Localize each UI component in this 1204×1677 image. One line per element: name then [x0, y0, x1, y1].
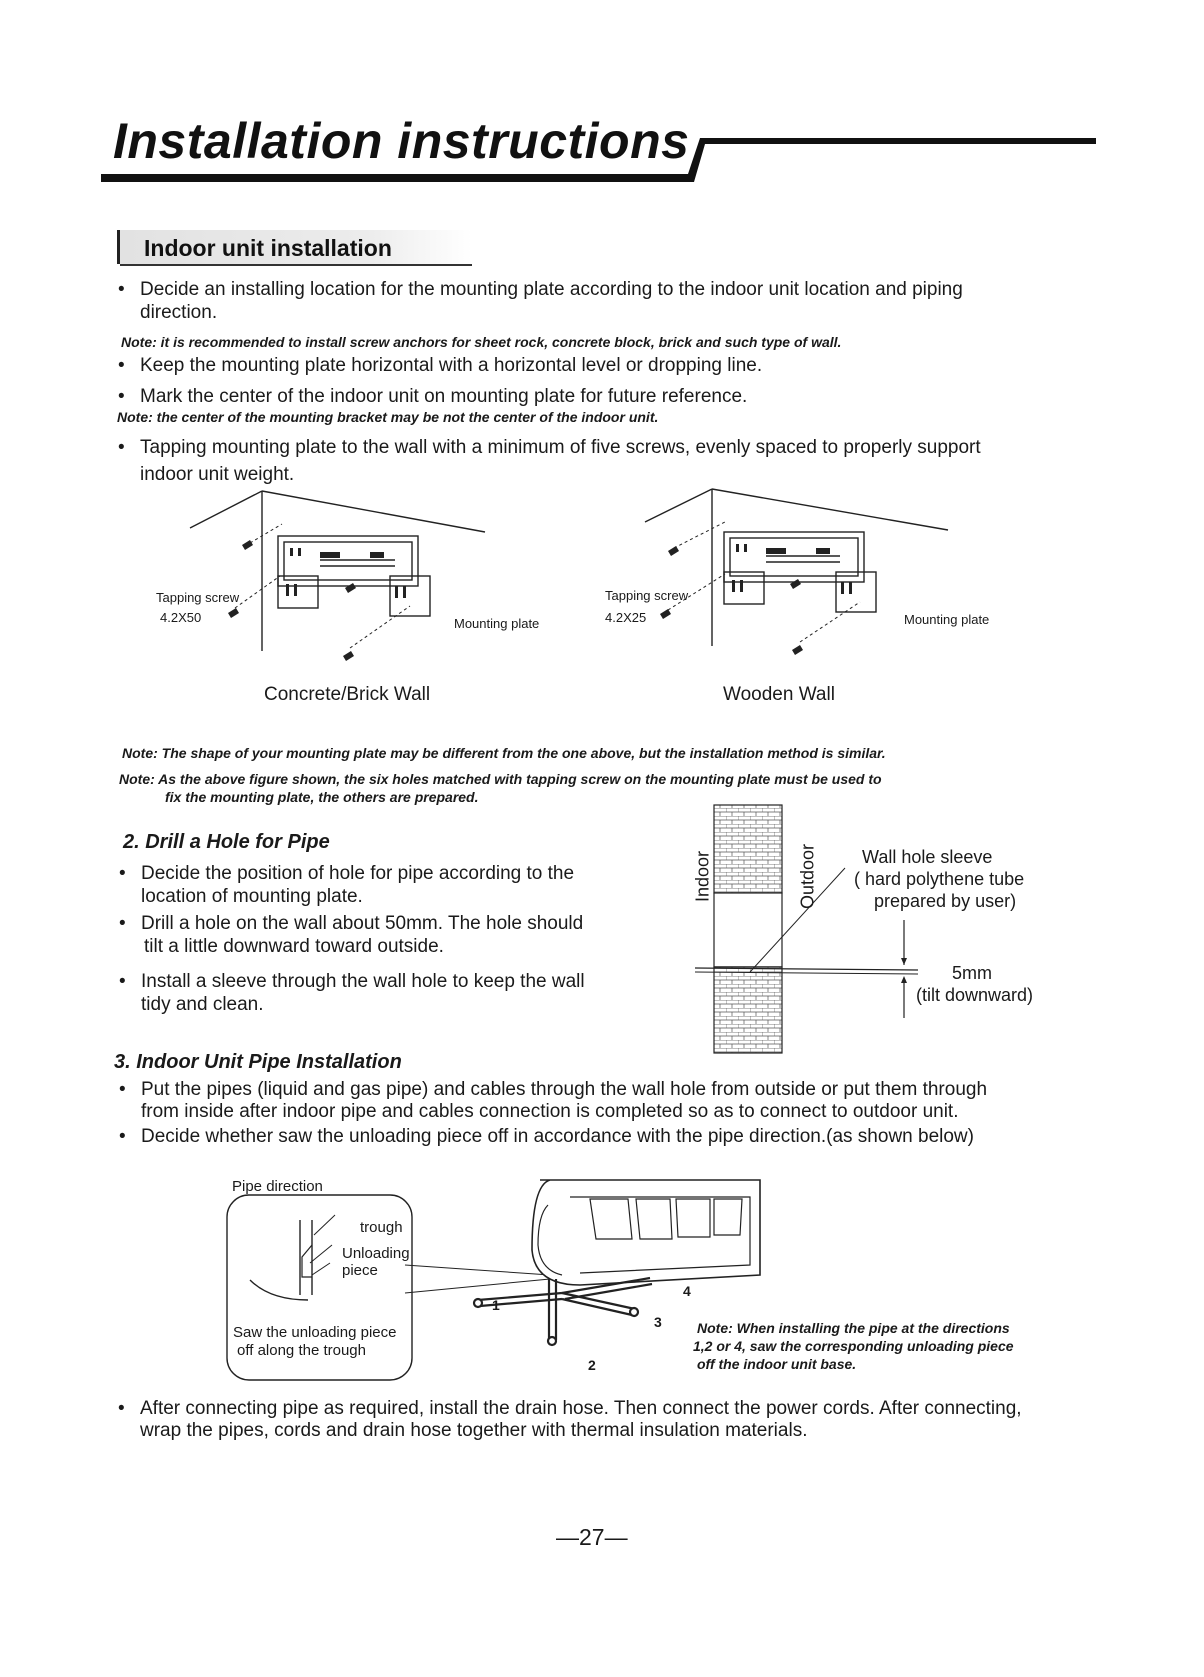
- text-line: Unloading: [342, 1245, 410, 1262]
- bullet-dot: •: [118, 355, 125, 376]
- bullet-dot: •: [119, 913, 126, 934]
- note-pipe-direction: [693, 1319, 1014, 1373]
- bullet-location: [118, 278, 963, 324]
- bullet-dot: •: [118, 1398, 125, 1419]
- wooden-wall-caption: Wooden Wall: [723, 684, 835, 705]
- text-line: Drill a hole on the wall about 50mm. The hole should: [141, 913, 584, 934]
- bullet-pipes-through: [119, 1079, 988, 1123]
- bullet-dot: •: [119, 1126, 126, 1147]
- indoor-label-wrap: [690, 848, 716, 908]
- text-line: Install a sleeve through the wall hole to keep the wall: [141, 971, 585, 992]
- text-line: Note: When installing the pipe at the directions: [697, 1320, 1010, 1336]
- concrete-wall-caption: Concrete/Brick Wall: [264, 684, 431, 705]
- tapping-screw-label: Tapping screw: [605, 588, 689, 603]
- text-line: piece: [342, 1262, 378, 1279]
- note-plate-shape: Note: The shape of your mounting plate may be different from the one above, but the installation method is similar.: [122, 745, 886, 761]
- text-line: Decide an installing location for the mounting plate according to the indoor unit location and piping: [140, 279, 963, 300]
- text-line: Keep the mounting plate horizontal with a horizontal level or dropping line.: [140, 355, 763, 376]
- subsection-title-drill: 2. Drill a Hole for Pipe: [123, 831, 330, 853]
- text-line: off the indoor unit base.: [697, 1356, 857, 1372]
- note-screw-anchors: Note: it is recommended to install screw anchors for sheet rock, concrete block, brick and such type of wall.: [121, 334, 842, 350]
- text-line: Mark the center of the indoor unit on mounting plate for future reference.: [140, 386, 748, 407]
- text-line: prepared by user): [874, 891, 1017, 911]
- text-line: indoor unit weight.: [140, 464, 295, 485]
- bullet-dot: •: [118, 279, 125, 300]
- outdoor-label-wrap: [795, 843, 821, 910]
- pipe-direction-label: Pipe direction: [232, 1178, 323, 1195]
- text-line: After connecting pipe as required, install the drain hose. Then connect the power cords. After connecting,: [140, 1398, 1022, 1419]
- text-line: Decide whether saw the unloading piece off in accordance with the pipe direction.(as shown below): [141, 1126, 974, 1147]
- bullet-tapping: [118, 434, 981, 488]
- text-line: tidy and clean.: [141, 994, 264, 1015]
- tilt-label: [916, 962, 1033, 1006]
- outdoor-label: Outdoor: [797, 843, 818, 910]
- text-line: 1,2 or 4, saw the corresponding unloading piece: [693, 1338, 1014, 1354]
- bullet-mark-center: [118, 385, 748, 408]
- section-title: Indoor unit installation: [144, 235, 392, 261]
- subsection-title-pipe: 3. Indoor Unit Pipe Installation: [114, 1051, 402, 1073]
- text-line: off along the trough: [237, 1342, 366, 1359]
- text-line: Decide the position of hole for pipe according to the: [141, 863, 575, 884]
- bullet-unloading: [119, 1125, 974, 1148]
- note-six-holes: Note: As the above figure shown, the six holes matched with tapping screw on the mounting plate must be used to: [119, 771, 882, 787]
- title-rule: [0, 0, 1204, 200]
- indoor-label: Indoor: [692, 850, 713, 903]
- note-six-holes-cont: fix the mounting plate, the others are prepared.: [165, 789, 479, 805]
- bullet-dot: •: [119, 863, 126, 884]
- text-line: tilt a little downward toward outside.: [144, 936, 444, 957]
- text-line: wrap the pipes, cords and drain hose together with thermal insulation materials.: [140, 1420, 808, 1441]
- bullet-dot: •: [119, 971, 126, 992]
- trough-label: trough: [360, 1219, 403, 1236]
- bullet-horizontal: [118, 354, 763, 377]
- tapping-screw-label: Tapping screw: [156, 590, 240, 605]
- bullet-dot: •: [119, 1079, 126, 1100]
- wall-hole-diagram: [690, 800, 1110, 1060]
- bullet-drill-hole: [119, 912, 584, 958]
- direction-number-2: 2: [588, 1357, 596, 1373]
- direction-number-4: 4: [683, 1283, 691, 1299]
- bullet-drain-hose: [118, 1398, 1022, 1442]
- screw-size-label: 4.2X50: [160, 610, 202, 625]
- unloading-piece-label: [342, 1245, 410, 1279]
- sleeve-label: [854, 846, 1024, 912]
- text-line: Put the pipes (liquid and gas pipe) and cables through the wall hole from outside or put them through: [141, 1079, 988, 1100]
- bullet-dot: •: [118, 386, 125, 407]
- text-line: ( hard polythene tube: [854, 869, 1025, 889]
- bullet-sleeve: [119, 970, 585, 1016]
- text-line: 5mm: [952, 963, 992, 983]
- wooden-wall-diagram: [640, 486, 1040, 686]
- saw-instruction-label: [233, 1324, 396, 1360]
- text-line: from inside after indoor pipe and cables connection is completed so as to connect to outdoor unit.: [141, 1101, 959, 1122]
- screw-size-label: 4.2X25: [605, 610, 647, 625]
- direction-number-1: 1: [492, 1297, 500, 1313]
- concrete-wall-diagram: [190, 488, 590, 688]
- page-title: Installation instructions: [113, 113, 690, 169]
- direction-number-3: 3: [654, 1314, 662, 1330]
- bullet-hole-position: [119, 862, 575, 908]
- mounting-plate-label: Mounting plate: [454, 616, 540, 631]
- mounting-plate-label: Mounting plate: [904, 612, 990, 627]
- text-line: location of mounting plate.: [141, 886, 363, 907]
- note-center: Note: the center of the mounting bracket may be not the center of the indoor unit.: [117, 409, 659, 425]
- text-line: direction.: [140, 302, 218, 323]
- text-line: Tapping mounting plate to the wall with a minimum of five screws, evenly spaced to properly support: [140, 437, 981, 458]
- text-line: Wall hole sleeve: [862, 847, 993, 867]
- page-number: —27—: [556, 1524, 628, 1550]
- text-line: Saw the unloading piece: [233, 1324, 397, 1341]
- bullet-dot: •: [118, 437, 125, 458]
- text-line: (tilt downward): [916, 985, 1034, 1005]
